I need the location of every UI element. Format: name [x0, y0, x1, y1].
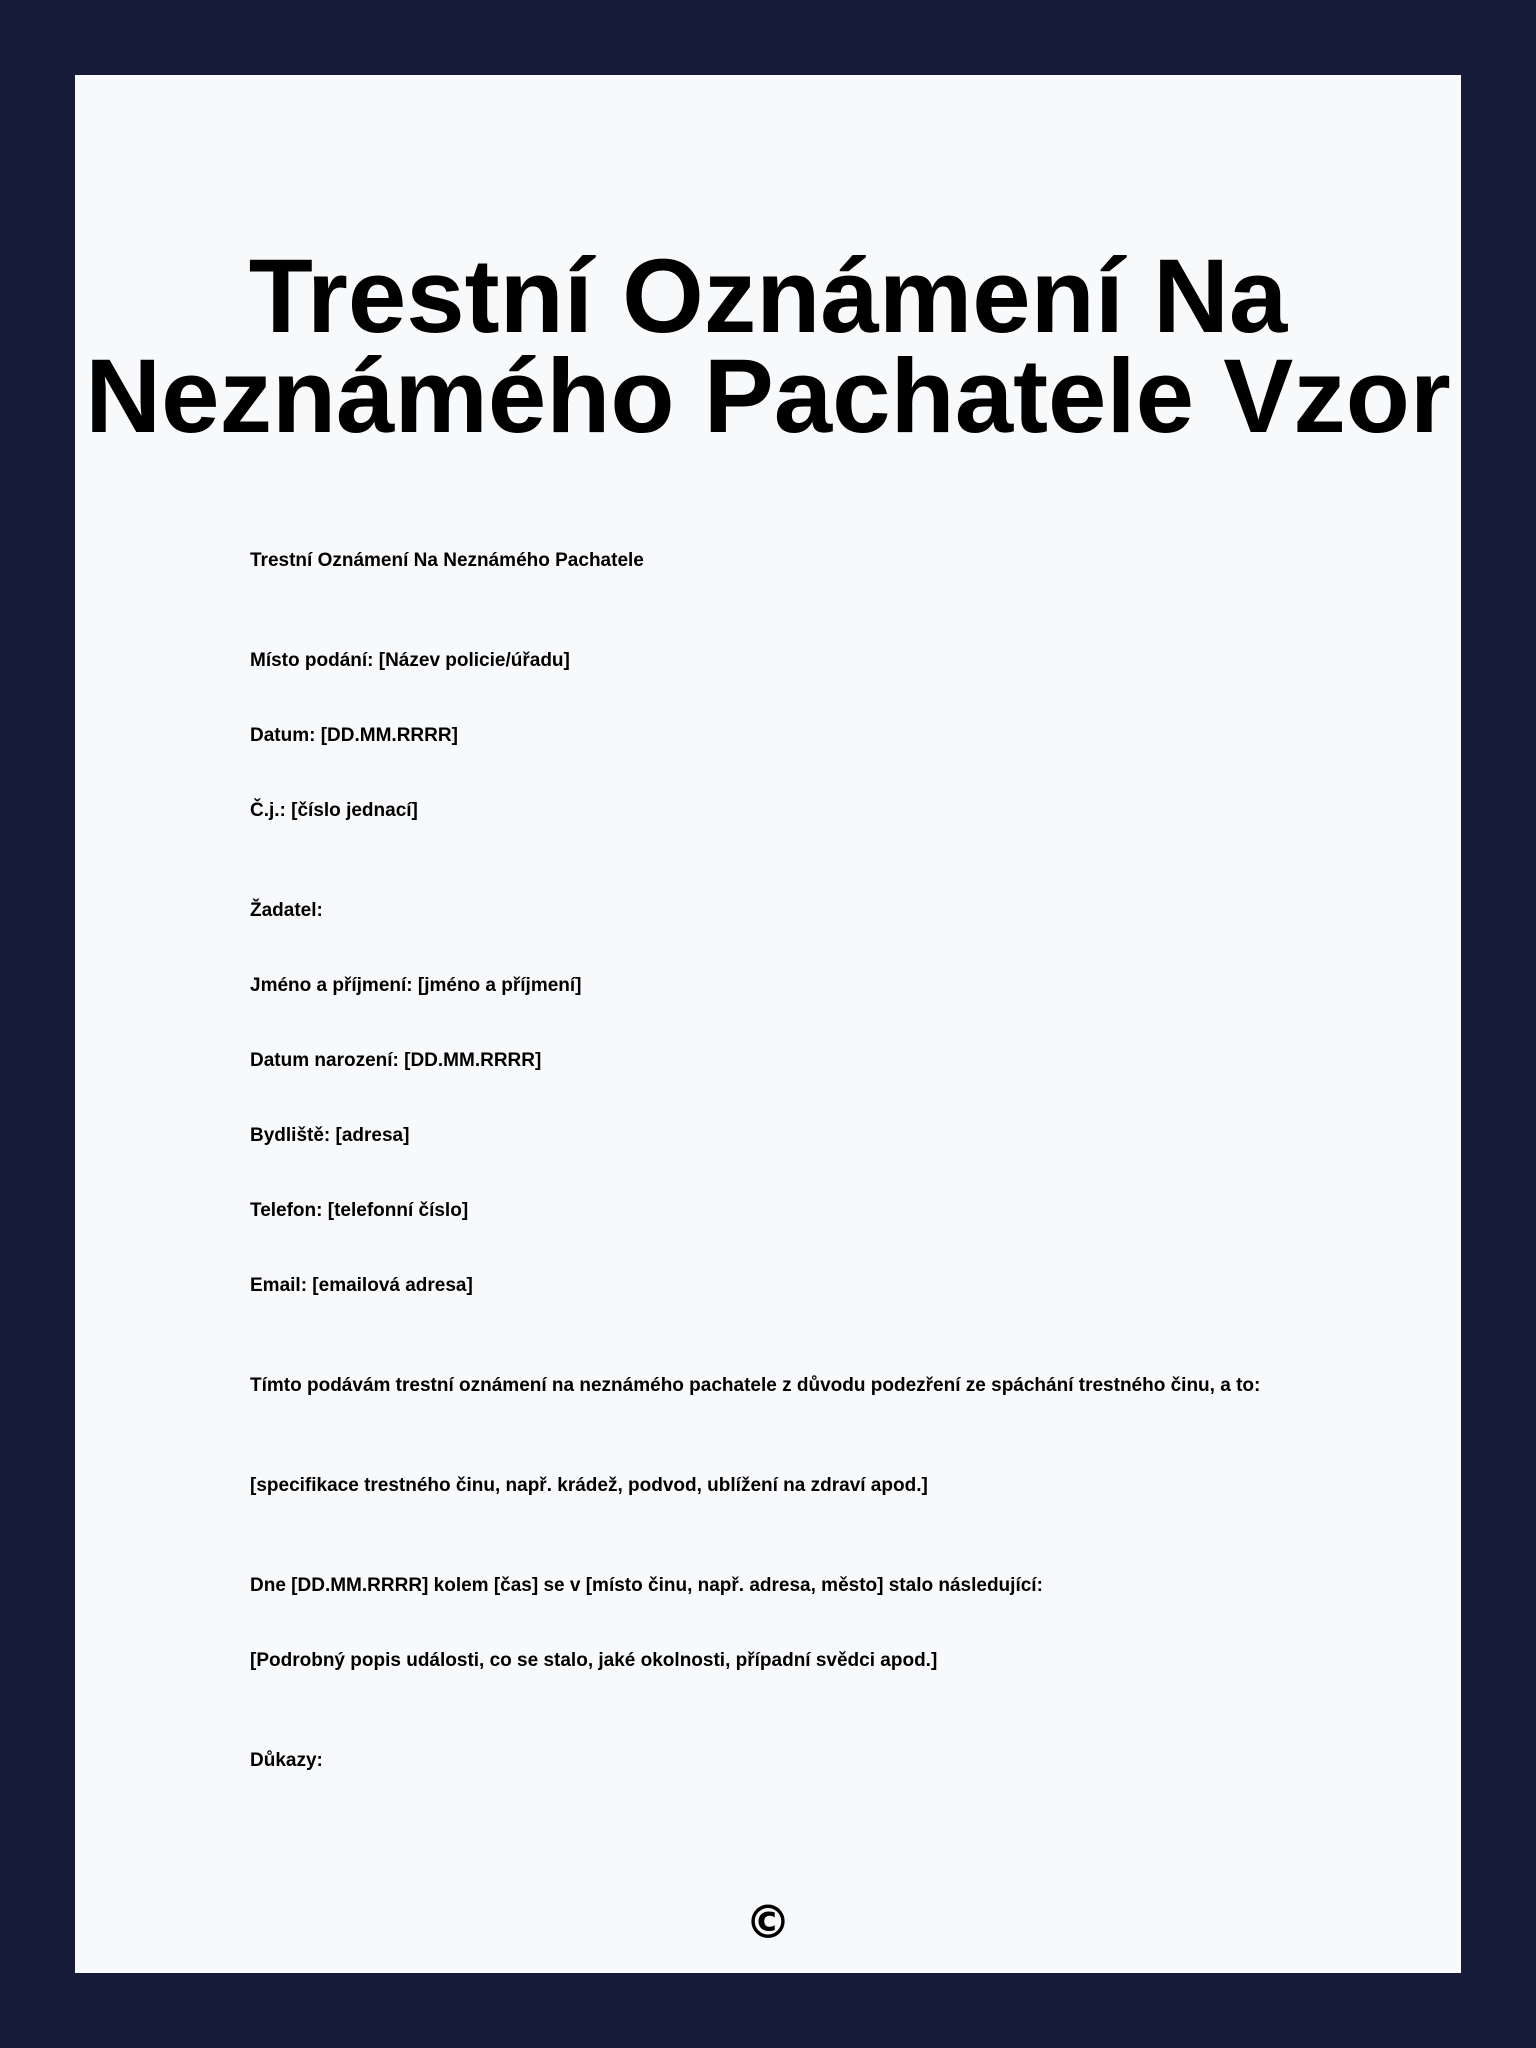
filing-date: Datum: [DD.MM.RRRR] — [250, 725, 458, 746]
applicant-residence: Bydliště: [adresa] — [250, 1125, 410, 1146]
document-title — [75, 238, 1461, 455]
applicant-label: Žadatel: — [250, 900, 323, 921]
applicant-birth-date: Datum narození: [DD.MM.RRRR] — [250, 1050, 542, 1071]
crime-specification: [specifikace trestného činu, např. krádež, podvod, ublížení na zdraví apod.] — [250, 1475, 928, 1496]
filing-place: Místo podání: [Název policie/úřadu] — [250, 650, 570, 671]
statement-paragraph: Tímto podávám trestní oznámení na neznámého pachatele z důvodu podezření ze spáchání trestného činu, a to: — [250, 1375, 1261, 1396]
applicant-name: Jméno a příjmení: [jméno a příjmení] — [250, 975, 582, 996]
incident-paragraph: Dne [DD.MM.RRRR] kolem [čas] se v [místo činu, např. adresa, město] stalo následující: — [250, 1575, 1043, 1596]
evidence-label: Důkazy: — [250, 1750, 323, 1771]
document-page — [75, 75, 1461, 1973]
applicant-phone: Telefon: [telefonní číslo] — [250, 1200, 469, 1221]
incident-description: [Podrobný popis události, co se stalo, jaké okolnosti, případní svědci apod.] — [250, 1650, 938, 1671]
document-title-line-1: Trestní Oznámení Na — [248, 238, 1288, 355]
document-heading: Trestní Oznámení Na Neznámého Pachatele — [250, 550, 644, 571]
copyright-icon: © — [745, 1895, 791, 1949]
applicant-email: Email: [emailová adresa] — [250, 1275, 473, 1296]
filing-reference: Č.j.: [číslo jednací] — [250, 800, 418, 821]
document-title-line-2: Neznámého Pachatele Vzor — [85, 338, 1451, 455]
